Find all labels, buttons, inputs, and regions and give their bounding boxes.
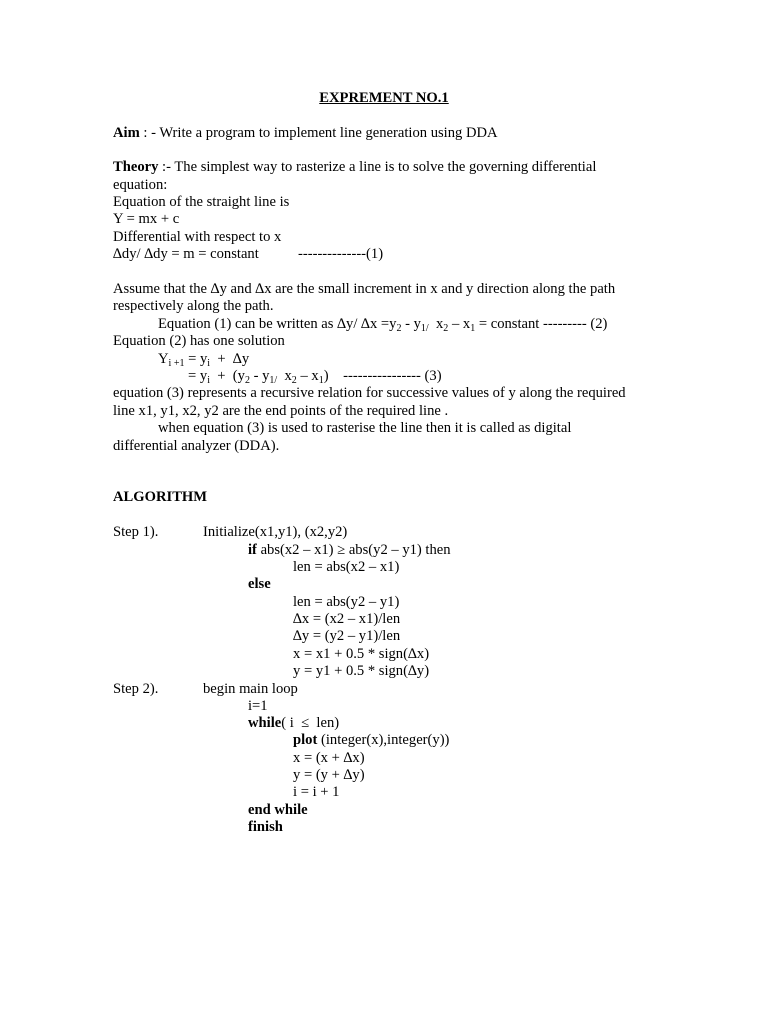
aim-text: : - Write a program to implement line generation using DDA	[139, 125, 498, 141]
aim-line	[113, 125, 498, 142]
assume-line-1: Assume that the ∆y and ∆x are the small increment in x and y direction along the path	[113, 281, 616, 297]
dx-assign: ∆x = (x2 – x1)/len	[293, 611, 401, 627]
dy-assign: ∆y = (y2 – y1)/len	[293, 628, 401, 644]
recursive-line-2: line x1, y1, x2, y2 are the end points of the required line .	[113, 403, 449, 419]
eq-part: = y	[188, 368, 208, 384]
len-assign-1: len = abs(x2 – x1)	[293, 559, 400, 575]
step2-label: Step 2).	[113, 681, 159, 697]
dda-line-2: differential analyzer (DDA).	[113, 438, 280, 454]
while-condition: ( i ≤ len)	[281, 715, 340, 731]
page-title: EXPREMENT NO.1	[319, 90, 449, 106]
theory-line-2: equation:	[113, 177, 168, 193]
len-assign-2: len = abs(y2 – y1)	[293, 594, 400, 610]
if-line	[248, 542, 451, 559]
i-increment: i = i + 1	[293, 784, 340, 800]
end-while: end while	[248, 802, 308, 818]
finish: finish	[248, 819, 283, 835]
eq-part: – x	[448, 316, 471, 332]
eq-part: x	[428, 316, 444, 332]
eq-part: - y	[249, 368, 270, 384]
theory-line-6a: ∆dy/ ∆dy = m = constant	[113, 246, 259, 262]
theory-text-1: :- The simplest way to rasterize a line is to solve the governing differential	[158, 159, 597, 175]
eq-part: Y	[158, 351, 169, 367]
while-keyword: while	[248, 715, 282, 731]
eq-sub: i	[207, 375, 210, 386]
aim-label: Aim	[113, 125, 140, 141]
eq-part: + ∆y	[210, 351, 250, 367]
eq-sub: 2	[396, 323, 402, 334]
plot-keyword: plot	[293, 732, 318, 748]
eq-sub: 1	[318, 375, 324, 386]
eq-sub: 2	[291, 375, 297, 386]
algorithm-heading: ALGORITHM	[113, 489, 208, 505]
eq-part: = y	[184, 351, 208, 367]
eq-sub: 1	[470, 323, 476, 334]
theory-line-5: Differential with respect to x	[113, 229, 282, 245]
step2-text: begin main loop	[203, 681, 298, 697]
eq-sub: 2	[443, 323, 449, 334]
eq-sub: i	[207, 358, 211, 369]
theory-line-4: Y = mx + c	[113, 211, 180, 227]
plot-args: (integer(x),integer(y))	[317, 732, 450, 748]
eq-sub: 2	[244, 375, 250, 386]
theory-label: Theory	[113, 159, 159, 175]
step1-label: Step 1).	[113, 524, 159, 540]
eq-sub: i +1	[168, 358, 185, 369]
eq-part: ) ---------------- (3)	[323, 368, 442, 384]
i-init: i=1	[248, 698, 268, 714]
eq-part: x	[277, 368, 292, 384]
yi-equation-2	[188, 368, 442, 385]
x-init: x = x1 + 0.5 * sign(∆x)	[293, 646, 430, 662]
plot-line	[293, 732, 449, 749]
if-keyword: if	[248, 542, 257, 558]
if-condition: abs(x2 – x1) ≥ abs(y2 – y1) then	[256, 542, 451, 558]
x-increment: x = (x + ∆x)	[293, 750, 365, 766]
yi-equation-1	[158, 351, 249, 368]
eq-sub: 1/	[269, 375, 278, 386]
else-keyword: else	[248, 576, 271, 592]
eq-part: = constant --------- (2)	[475, 316, 608, 332]
eq-part: - y	[401, 316, 421, 332]
theory-line-6b: --------------(1)	[298, 246, 384, 262]
theory-line-1	[113, 159, 596, 176]
recursive-line-1: equation (3) represents a recursive relation for successive values of y along the required	[113, 385, 626, 401]
theory-line-3: Equation of the straight line is	[113, 194, 290, 210]
assume-line-2: respectively along the path.	[113, 298, 274, 314]
eq-sub: 1/	[420, 323, 429, 334]
eq-part: – x	[296, 368, 319, 384]
eq-part: + (y	[209, 368, 245, 384]
y-init: y = y1 + 0.5 * sign(∆y)	[293, 663, 430, 679]
while-line	[248, 715, 339, 732]
y-increment: y = (y + ∆y)	[293, 767, 365, 783]
eq-part: Equation (1) can be written as ∆y/ ∆x =y	[158, 316, 397, 332]
equation-2-line	[158, 316, 607, 333]
equation-2-solution: Equation (2) has one solution	[113, 333, 285, 349]
step1-text: Initialize(x1,y1), (x2,y2)	[203, 524, 348, 540]
dda-line-1: when equation (3) is used to rasterise the line then it is called as digital	[158, 420, 572, 436]
